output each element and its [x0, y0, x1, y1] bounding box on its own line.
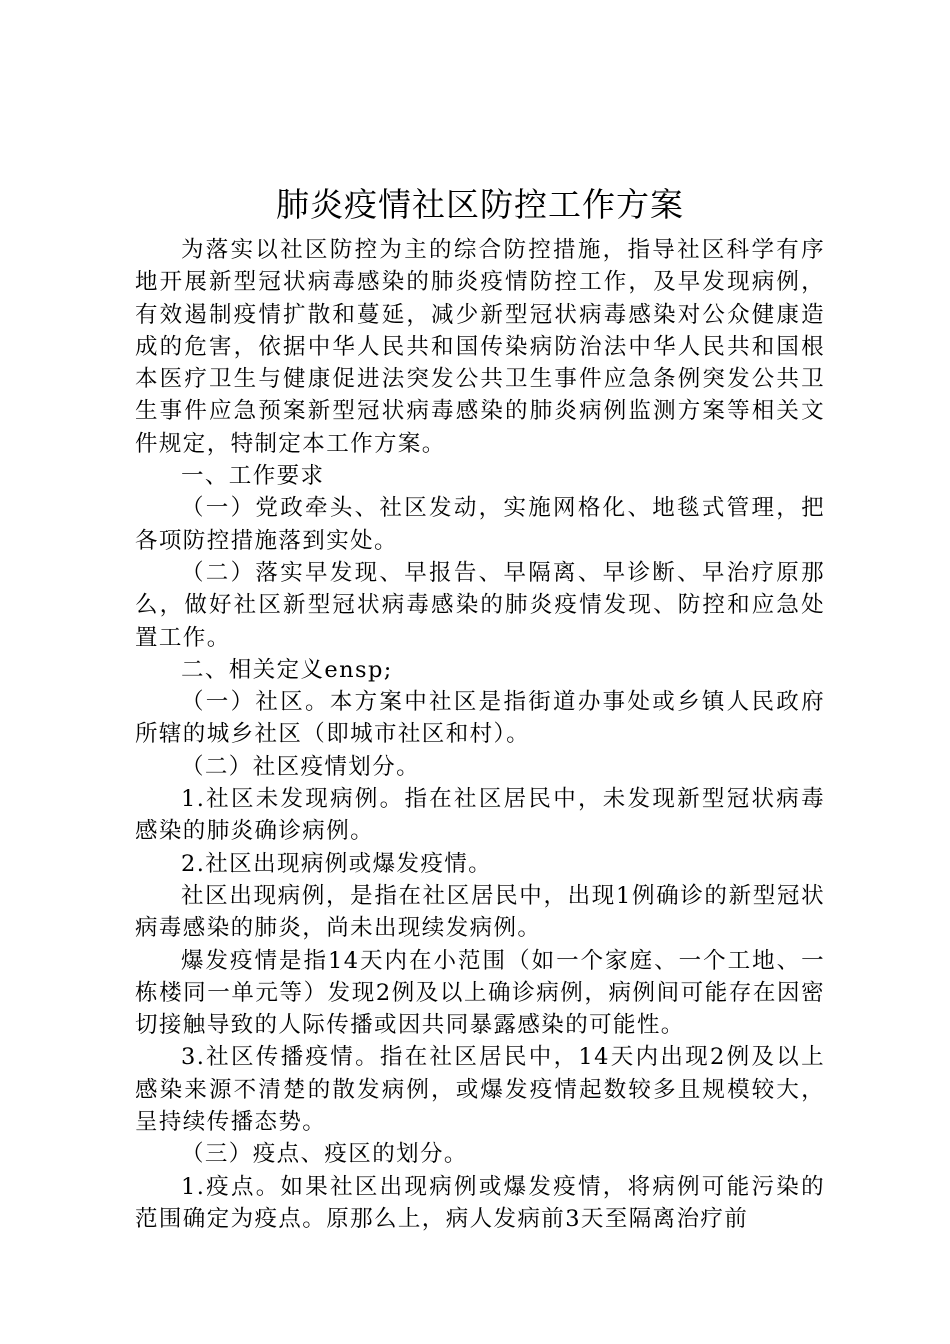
epidemic-point-item-1: 1.疫点。如果社区出现病例或爆发疫情，将病例可能污染的范围确定为疫点。原那么上，病人发病前3天至隔离治疗前 — [135, 1173, 825, 1232]
section-heading-definitions: 二、相关定义ensp; — [181, 656, 393, 683]
document-body — [135, 234, 825, 1235]
classification-item-2-case: 社区出现病例，是指在社区居民中，出现1例确诊的新型冠状病毒感染的肺炎，尚未出现续发病例。 — [135, 882, 825, 942]
section-heading-work-requirements: 一、工作要求 — [181, 463, 325, 490]
classification-item-2-outbreak: 爆发疫情是指14天内在小范围（如一个家庭、一个工地、一栋楼同一单元等）发现2例及以上确诊病例，病例间可能存在因密切接触导致的人际传播或因共同暴露感染的可能性。 — [135, 947, 825, 1039]
classification-item-3: 3.社区传播疫情。指在社区居民中，14天内出现2例及以上感染来源不清楚的散发病例，或爆发疫情起数较多且规模较大，呈持续传播态势。 — [135, 1044, 825, 1136]
definition-community: （一）社区。本方案中社区是指街道办事处或乡镇人民政府所辖的城乡社区（即城市社区和村）。 — [135, 689, 825, 748]
definition-epidemic-classification: （二）社区疫情划分。 — [181, 753, 421, 780]
classification-item-2: 2.社区出现病例或爆发疫情。 — [181, 850, 493, 877]
intro-paragraph: 为落实以社区防控为主的综合防控措施，指导社区科学有序地开展新型冠状病毒感染的肺炎疫情防控工作，及早发现病例，有效遏制疫情扩散和蔓延，减少新型冠状病毒感染对公众健康造成的危害，依据中华人民共和国传染病防治法中华人民共和国根本医疗卫生与健康促进法突发公共卫生事件应急条例突发公共卫生事件应急预案新型冠状病毒感染的肺炎病例监测方案等相关文件规定，特制定本工作方案。 — [135, 237, 825, 457]
classification-item-1: 1.社区未发现病例。指在社区居民中，未发现新型冠状病毒感染的肺炎确诊病例。 — [135, 786, 825, 845]
requirement-paragraph-1: （一）党政牵头、社区发动，实施网格化、地毯式管理，把各项防控措施落到实处。 — [135, 495, 825, 554]
document-title: 肺炎疫情社区防控工作方案 — [276, 185, 684, 224]
definition-epidemic-points-areas: （三）疫点、疫区的划分。 — [181, 1141, 468, 1168]
requirement-paragraph-2: （二）落实早发现、早报告、早隔离、早诊断、早治疗原那么，做好社区新型冠状病毒感染的肺炎疫情发现、防控和应急处置工作。 — [135, 559, 825, 651]
